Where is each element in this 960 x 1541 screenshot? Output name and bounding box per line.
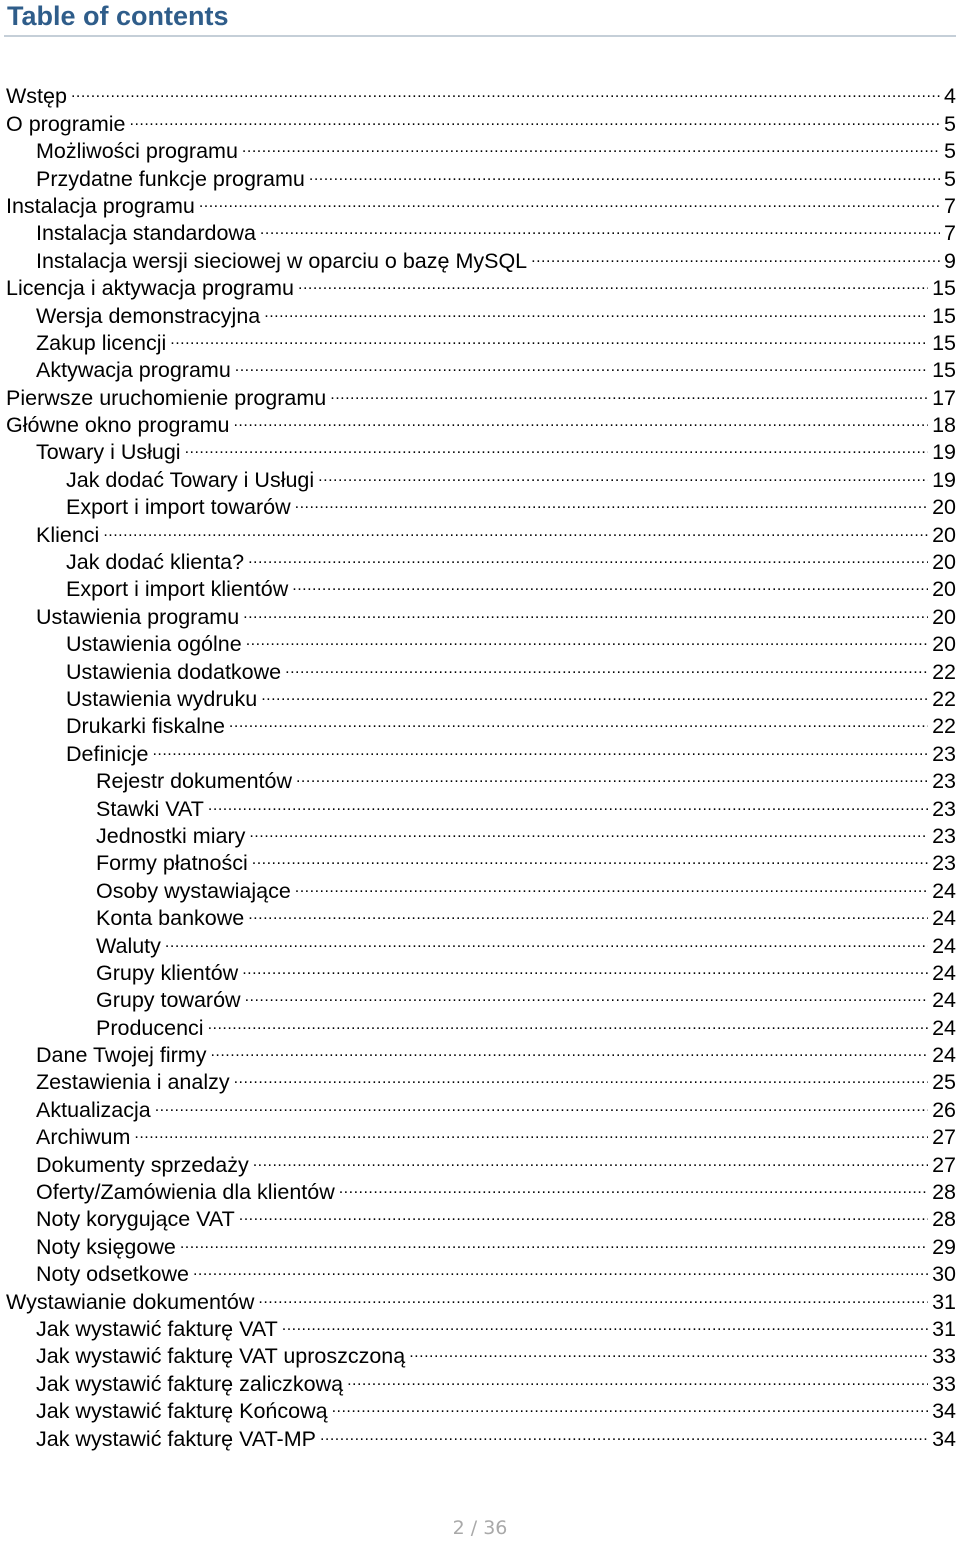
toc-dot-leader bbox=[258, 1281, 928, 1308]
toc-entry-page-number: 19 bbox=[932, 467, 956, 492]
toc-entry-title: Ustawienia ogólne bbox=[66, 632, 242, 657]
toc-entry-page-number: 24 bbox=[932, 1015, 956, 1040]
toc-entry[interactable] bbox=[0, 1254, 960, 1287]
toc-dot-leader bbox=[295, 870, 928, 897]
toc-entry[interactable] bbox=[0, 679, 960, 711]
toc-entry-title: Jak wystawić fakturę VAT bbox=[36, 1316, 278, 1341]
toc-dot-leader bbox=[248, 898, 928, 925]
toc-entry[interactable] bbox=[0, 1035, 960, 1068]
toc-entry-title: Aktualizacja bbox=[36, 1097, 151, 1122]
heading-divider bbox=[4, 35, 956, 37]
toc-dot-leader bbox=[318, 459, 928, 486]
toc-dot-leader bbox=[253, 1144, 928, 1171]
toc-entry[interactable] bbox=[0, 651, 960, 684]
toc-entry-page-number: 7 bbox=[944, 193, 956, 218]
toc-dot-leader bbox=[320, 1418, 928, 1445]
toc-dot-leader bbox=[282, 1309, 928, 1336]
toc-entry-title: Rejestr dokumentów bbox=[96, 769, 292, 794]
toc-entry-page-number: 23 bbox=[932, 823, 956, 848]
toc-entry[interactable] bbox=[0, 240, 960, 273]
toc-entry[interactable] bbox=[0, 1117, 960, 1150]
toc-entry-title: Grupy klientów bbox=[96, 960, 239, 985]
toc-entry-title: Export i import klientów bbox=[66, 577, 289, 602]
toc-dot-leader bbox=[242, 953, 928, 980]
toc-dot-leader bbox=[165, 925, 928, 952]
toc-dot-leader bbox=[309, 158, 940, 185]
toc-entry-page-number: 31 bbox=[932, 1289, 956, 1314]
toc-entry-title: Jak wystawić fakturę zaliczkową bbox=[36, 1371, 344, 1396]
toc-entry-page-number: 33 bbox=[932, 1344, 956, 1369]
toc-dot-leader bbox=[243, 596, 928, 623]
toc-entry-title: Oferty/Zamówienia dla klientów bbox=[36, 1180, 335, 1205]
toc-entry-page-number: 33 bbox=[932, 1371, 956, 1396]
toc-entry[interactable] bbox=[0, 925, 960, 958]
toc-entry-page-number: 27 bbox=[932, 1125, 956, 1150]
toc-entry[interactable] bbox=[0, 350, 960, 383]
toc-entry-title: Zestawienia i analzy bbox=[36, 1070, 230, 1095]
toc-entry-title: Drukarki fiskalne bbox=[66, 714, 225, 739]
toc-entry-title: Wersja demonstracyjna bbox=[36, 303, 261, 328]
toc-dot-leader bbox=[180, 1226, 928, 1253]
toc-dot-leader bbox=[239, 1199, 928, 1226]
toc-entry-title: Osoby wystawiające bbox=[96, 878, 291, 903]
toc-entry-page-number: 15 bbox=[932, 330, 956, 355]
toc-entry-title: Noty korygujące VAT bbox=[36, 1207, 235, 1232]
toc-entry-page-number: 24 bbox=[932, 988, 956, 1013]
toc-dot-leader bbox=[235, 350, 928, 377]
toc-entry-title: Jednostki miary bbox=[96, 823, 246, 848]
toc-entry-page-number: 5 bbox=[944, 111, 956, 136]
toc-dot-leader bbox=[199, 186, 940, 213]
toc-entry-page-number: 30 bbox=[932, 1262, 956, 1287]
toc-entry-title: Ustawienia programu bbox=[36, 604, 240, 629]
toc-list bbox=[0, 76, 960, 1451]
toc-entry-page-number: 23 bbox=[932, 769, 956, 794]
toc-entry-title: Przydatne funkcje programu bbox=[36, 166, 305, 191]
toc-entry[interactable] bbox=[0, 1336, 960, 1369]
toc-entry-title: Noty księgowe bbox=[36, 1234, 176, 1259]
toc-entry-page-number: 20 bbox=[932, 577, 956, 602]
toc-entry-title: Jak dodać Towary i Usługi bbox=[66, 467, 315, 492]
toc-entry-page-number: 23 bbox=[932, 741, 956, 766]
toc-entry[interactable] bbox=[0, 186, 960, 218]
toc-entry-page-number: 25 bbox=[932, 1070, 956, 1095]
toc-entry[interactable] bbox=[0, 1309, 960, 1341]
toc-dot-leader bbox=[285, 651, 928, 678]
toc-entry-page-number: 23 bbox=[932, 851, 956, 876]
toc-dot-leader bbox=[152, 733, 928, 760]
toc-dot-leader bbox=[296, 761, 928, 788]
toc-dot-leader bbox=[185, 432, 929, 459]
toc-entry[interactable] bbox=[0, 1199, 960, 1232]
toc-entry-title: Archiwum bbox=[36, 1125, 131, 1150]
toc-entry-title: Wstęp bbox=[6, 84, 67, 109]
toc-entry-page-number: 20 bbox=[932, 522, 956, 547]
toc-entry[interactable] bbox=[0, 761, 960, 794]
toc-entry[interactable] bbox=[0, 569, 960, 602]
toc-entry-page-number: 22 bbox=[932, 659, 956, 684]
toc-entry-page-number: 9 bbox=[944, 248, 956, 273]
toc-entry[interactable] bbox=[0, 103, 960, 136]
toc-entry-title: Możliwości programu bbox=[36, 139, 238, 164]
toc-entry-page-number: 34 bbox=[932, 1399, 956, 1424]
toc-dot-leader bbox=[245, 980, 928, 1007]
toc-entry[interactable] bbox=[0, 1363, 960, 1396]
toc-entry-page-number: 20 bbox=[932, 604, 956, 629]
toc-dot-leader bbox=[261, 679, 928, 706]
toc-entry[interactable] bbox=[0, 953, 960, 985]
toc-entry-title: Instalacja programu bbox=[6, 193, 195, 218]
toc-entry[interactable] bbox=[0, 733, 960, 766]
toc-entry-page-number: 26 bbox=[932, 1097, 956, 1122]
toc-entry[interactable] bbox=[0, 213, 960, 246]
toc-entry[interactable] bbox=[0, 131, 960, 164]
toc-dot-leader bbox=[246, 624, 928, 651]
toc-entry[interactable] bbox=[0, 1281, 960, 1314]
toc-entry-title: Stawki VAT bbox=[96, 796, 204, 821]
toc-entry-title: Klienci bbox=[36, 522, 100, 547]
toc-entry[interactable] bbox=[0, 843, 960, 876]
toc-entry-title: O programie bbox=[6, 111, 126, 136]
toc-entry-page-number: 24 bbox=[932, 960, 956, 985]
toc-entry-page-number: 18 bbox=[932, 413, 956, 438]
toc-entry-title: Towary i Usługi bbox=[36, 440, 181, 465]
toc-entry-page-number: 24 bbox=[932, 1043, 956, 1068]
toc-entry-title: Główne okno programu bbox=[6, 413, 230, 438]
toc-entry-title: Jak dodać klienta? bbox=[66, 550, 245, 575]
toc-entry[interactable] bbox=[0, 377, 960, 410]
toc-entry-page-number: 31 bbox=[932, 1316, 956, 1341]
toc-entry-page-number: 28 bbox=[932, 1180, 956, 1205]
toc-entry-title: Wystawianie dokumentów bbox=[6, 1289, 255, 1314]
toc-dot-leader bbox=[295, 487, 928, 514]
toc-entry[interactable] bbox=[0, 1418, 960, 1451]
toc-dot-leader bbox=[134, 1117, 928, 1144]
toc-entry-title: Dane Twojej firmy bbox=[36, 1043, 207, 1068]
toc-dot-leader bbox=[248, 542, 928, 569]
toc-entry-title: Noty odsetkowe bbox=[36, 1262, 189, 1287]
toc-dot-leader bbox=[130, 103, 941, 130]
toc-entry[interactable] bbox=[0, 980, 960, 1013]
toc-entry-page-number: 23 bbox=[932, 796, 956, 821]
toc-entry[interactable] bbox=[0, 1172, 960, 1205]
toc-dot-leader bbox=[339, 1172, 928, 1199]
toc-entry-page-number: 24 bbox=[932, 933, 956, 958]
toc-entry[interactable] bbox=[0, 76, 960, 109]
toc-entry-page-number: 20 bbox=[932, 632, 956, 657]
toc-entry-page-number: 19 bbox=[932, 440, 956, 465]
toc-entry[interactable] bbox=[0, 1144, 960, 1177]
toc-entry[interactable] bbox=[0, 1007, 960, 1040]
toc-entry[interactable] bbox=[0, 405, 960, 438]
toc-entry-title: Formy płatności bbox=[96, 851, 248, 876]
toc-heading: Table of contents bbox=[7, 1, 229, 31]
page-number-indicator: 2 / 36 bbox=[452, 1517, 508, 1539]
toc-dot-leader bbox=[103, 514, 928, 541]
toc-entry[interactable] bbox=[0, 788, 960, 821]
toc-entry[interactable] bbox=[0, 898, 960, 931]
toc-entry[interactable] bbox=[0, 624, 960, 657]
toc-entry[interactable] bbox=[0, 514, 960, 547]
toc-entry[interactable] bbox=[0, 268, 960, 301]
toc-entry-page-number: 5 bbox=[944, 166, 956, 191]
toc-entry-title: Aktywacja programu bbox=[36, 358, 231, 383]
toc-entry[interactable] bbox=[0, 596, 960, 629]
toc-entry-title: Jak wystawić fakturę VAT uproszczoną bbox=[36, 1344, 406, 1369]
toc-entry-page-number: 7 bbox=[944, 221, 956, 246]
toc-entry-title: Zakup licencji bbox=[36, 330, 167, 355]
toc-dot-leader bbox=[155, 1089, 928, 1116]
toc-entry[interactable] bbox=[0, 323, 960, 355]
toc-entry-page-number: 22 bbox=[932, 714, 956, 739]
toc-entry[interactable] bbox=[0, 459, 960, 492]
toc-entry[interactable] bbox=[0, 158, 960, 191]
toc-dot-leader bbox=[252, 843, 928, 870]
toc-entry-title: Jak wystawić fakturę VAT-MP bbox=[36, 1426, 316, 1451]
toc-dot-leader bbox=[233, 405, 928, 432]
toc-entry[interactable] bbox=[0, 295, 960, 328]
toc-dot-leader bbox=[292, 569, 928, 596]
toc-entry-title: Dokumenty sprzedaży bbox=[36, 1152, 249, 1177]
toc-entry-page-number: 28 bbox=[932, 1207, 956, 1232]
toc-entry-title: Ustawienia wydruku bbox=[66, 686, 258, 711]
toc-dot-leader bbox=[298, 268, 928, 295]
toc-entry-title: Konta bankowe bbox=[96, 906, 245, 931]
toc-dot-leader bbox=[229, 706, 928, 733]
toc-entry[interactable] bbox=[0, 487, 960, 520]
toc-dot-leader bbox=[170, 323, 928, 350]
toc-entry-title: Jak wystawić fakturę Końcową bbox=[36, 1399, 328, 1424]
toc-entry-title: Producenci bbox=[96, 1015, 204, 1040]
toc-entry[interactable] bbox=[0, 1089, 960, 1122]
toc-entry[interactable] bbox=[0, 432, 960, 465]
toc-entry-title: Pierwsze uruchomienie programu bbox=[6, 385, 327, 410]
toc-entry-title: Instalacja standardowa bbox=[36, 221, 256, 246]
toc-entry-page-number: 24 bbox=[932, 878, 956, 903]
toc-entry[interactable] bbox=[0, 1062, 960, 1095]
toc-dot-leader bbox=[208, 788, 928, 815]
toc-dot-leader bbox=[71, 76, 940, 103]
toc-entry-page-number: 17 bbox=[932, 385, 956, 410]
toc-entry-title: Ustawienia dodatkowe bbox=[66, 659, 282, 684]
toc-entry[interactable] bbox=[0, 706, 960, 739]
toc-dot-leader bbox=[208, 1007, 929, 1034]
toc-entry-page-number: 15 bbox=[932, 303, 956, 328]
toc-dot-leader bbox=[531, 240, 940, 267]
toc-dot-leader bbox=[264, 295, 928, 322]
toc-entry[interactable] bbox=[0, 1391, 960, 1424]
toc-dot-leader bbox=[249, 816, 928, 843]
toc-entry-page-number: 15 bbox=[932, 358, 956, 383]
toc-entry-page-number: 24 bbox=[932, 906, 956, 931]
toc-entry[interactable] bbox=[0, 542, 960, 575]
toc-entry-page-number: 22 bbox=[932, 686, 956, 711]
toc-dot-leader bbox=[234, 1062, 928, 1089]
toc-entry-page-number: 20 bbox=[932, 550, 956, 575]
toc-entry-page-number: 4 bbox=[944, 84, 956, 109]
toc-entry-title: Grupy towarów bbox=[96, 988, 241, 1013]
toc-entry[interactable] bbox=[0, 870, 960, 903]
toc-entry-title: Export i import towarów bbox=[66, 495, 291, 520]
toc-entry-title: Waluty bbox=[96, 933, 161, 958]
toc-entry[interactable] bbox=[0, 1226, 960, 1259]
toc-dot-leader bbox=[193, 1254, 928, 1281]
toc-entry-page-number: 34 bbox=[932, 1426, 956, 1451]
toc-dot-leader bbox=[409, 1336, 928, 1363]
toc-dot-leader bbox=[260, 213, 940, 240]
toc-entry-page-number: 27 bbox=[932, 1152, 956, 1177]
toc-entry[interactable] bbox=[0, 816, 960, 848]
toc-entry-page-number: 5 bbox=[944, 139, 956, 164]
toc-entry-page-number: 20 bbox=[932, 495, 956, 520]
toc-dot-leader bbox=[332, 1391, 929, 1418]
toc-entry-page-number: 15 bbox=[932, 276, 956, 301]
toc-dot-leader bbox=[242, 131, 940, 158]
toc-entry-title: Instalacja wersji sieciowej w oparciu o bazę MySQL bbox=[36, 248, 528, 273]
toc-entry-page-number: 29 bbox=[932, 1234, 956, 1259]
toc-dot-leader bbox=[347, 1363, 928, 1390]
toc-entry-title: Licencja i aktywacja programu bbox=[6, 276, 294, 301]
toc-dot-leader bbox=[330, 377, 928, 404]
toc-dot-leader bbox=[210, 1035, 928, 1062]
toc-entry-title: Definicje bbox=[66, 741, 149, 766]
